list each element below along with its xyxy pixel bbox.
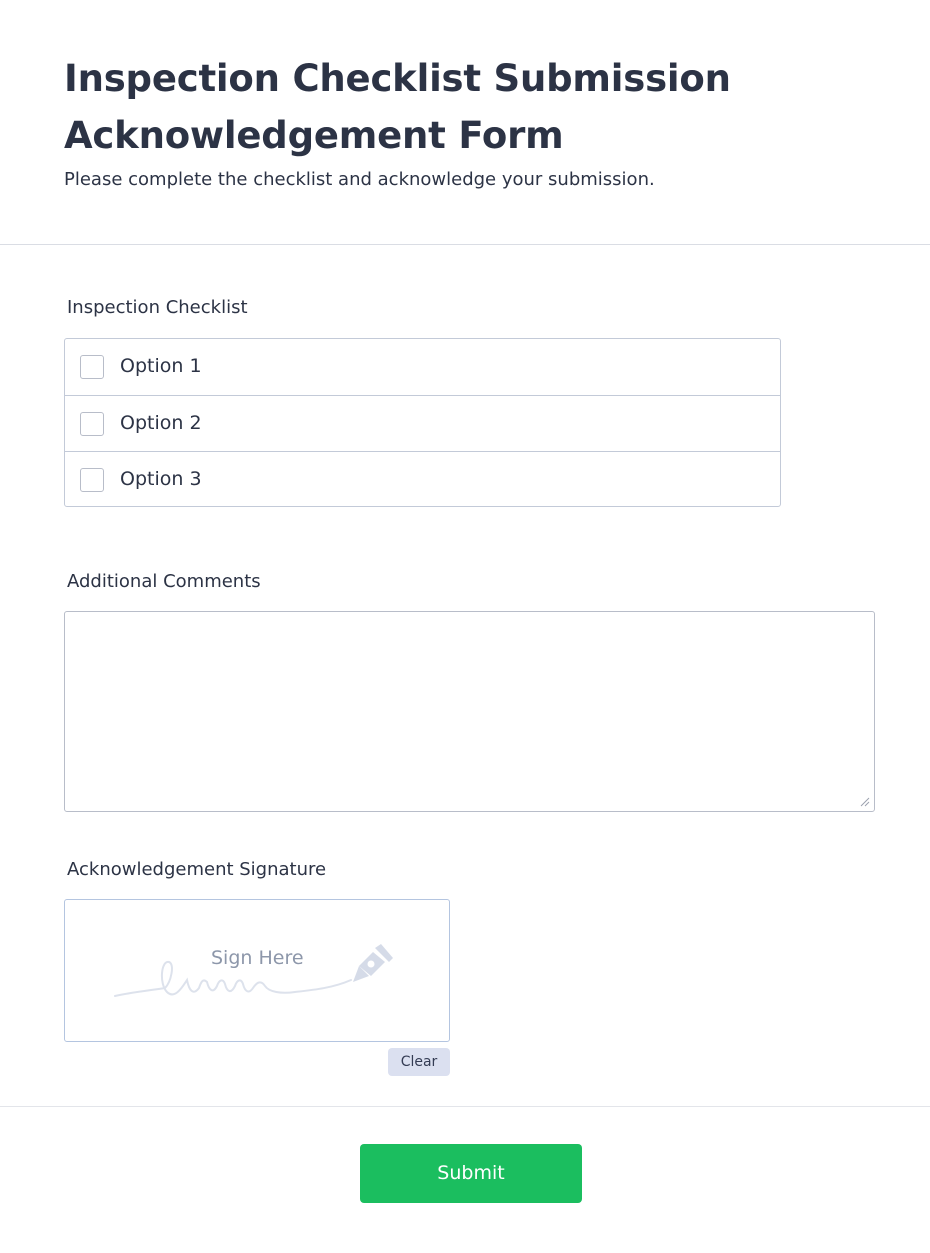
checkbox-label: Option 3 — [120, 468, 202, 490]
signature-pad[interactable] — [64, 899, 450, 1042]
checkbox[interactable] — [80, 468, 104, 492]
checklist-label: Inspection Checklist — [67, 297, 248, 318]
clear-signature-button[interactable]: Clear — [388, 1048, 450, 1076]
signature-label: Acknowledgement Signature — [67, 859, 327, 880]
comments-textarea[interactable] — [64, 611, 875, 812]
submit-button[interactable]: Submit — [360, 1144, 582, 1203]
form-header — [0, 0, 930, 245]
checkbox[interactable] — [80, 355, 104, 379]
pen-nib-icon — [353, 944, 393, 982]
checkbox-label: Option 1 — [120, 355, 202, 377]
footer-divider — [0, 1106, 930, 1107]
inspection-checklist — [64, 338, 781, 507]
checklist-option-3[interactable] — [65, 451, 780, 507]
signature-prompt: Sign Here — [211, 947, 304, 969]
checklist-option-2[interactable] — [65, 395, 780, 451]
checkbox[interactable] — [80, 412, 104, 436]
page-subtitle: Please complete the checklist and acknowledge your submission. — [64, 169, 655, 190]
resize-grip-icon[interactable] — [858, 795, 870, 807]
comments-label: Additional Comments — [67, 571, 261, 592]
page-title: Inspection Checklist Submission Acknowledgement Form — [64, 57, 731, 157]
checklist-option-1[interactable] — [65, 339, 780, 395]
checkbox-label: Option 2 — [120, 412, 202, 434]
